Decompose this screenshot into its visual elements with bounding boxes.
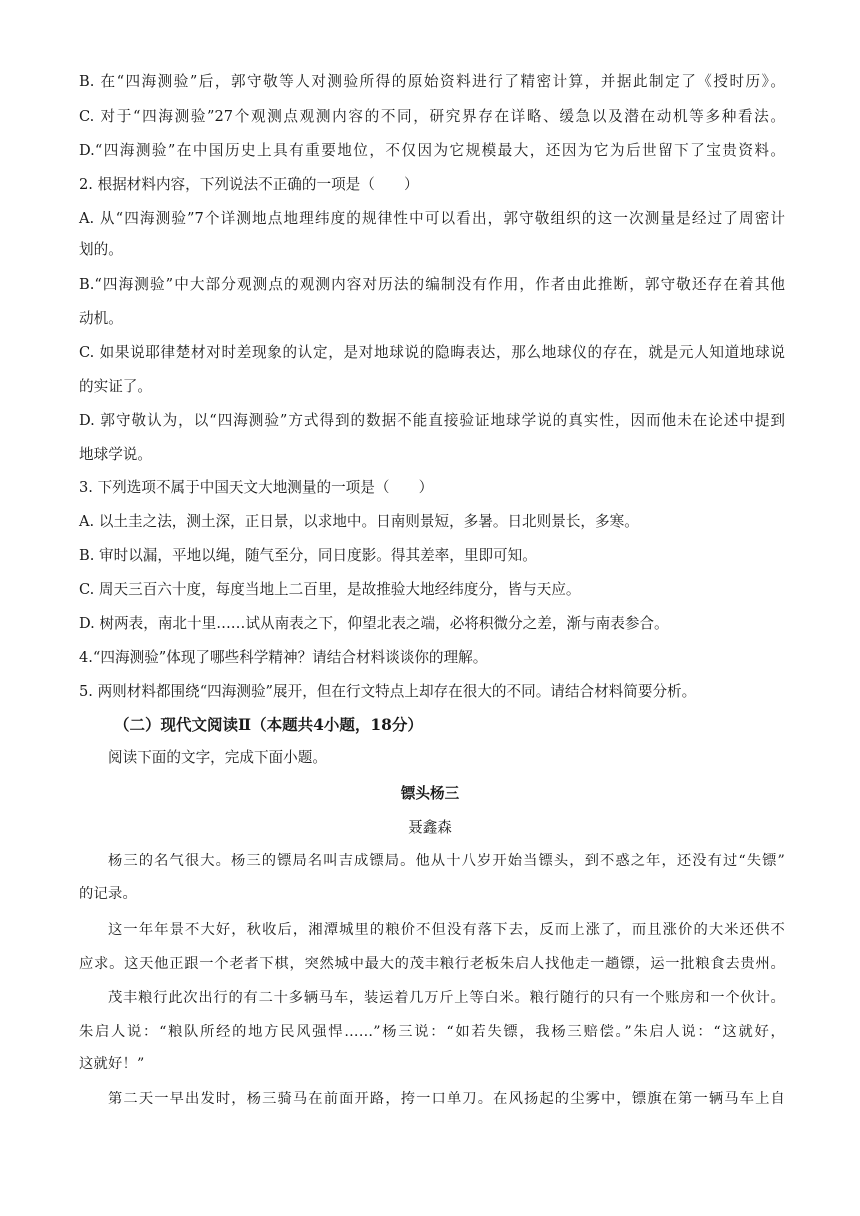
story-p2-line2: 应求。这天他正跟一个老者下棋，突然城中最大的茂丰粮行老板朱启人找他走一趟镖，运一批粮食去贵州。 <box>79 956 785 972</box>
reading-instruction: 阅读下面的文字，完成下面小题。 <box>108 749 327 766</box>
q1-option-d: D.“四海测验”在中国历史上具有重要地位，不仅因为它规模最大，还因为它为后世留下了宝贵资料。 <box>79 142 785 159</box>
q2-option-b-line2: 动机。 <box>79 310 123 327</box>
story-p1-line2: 的记录。 <box>79 886 137 902</box>
q5-question: 5. 两则材料都围绕“四海测验”展开，但在行文特点上却存在很大的不同。请结合材料简要分析。 <box>79 683 697 700</box>
section-heading: （二）现代文阅读Ⅱ（本题共4小题，18分） <box>114 715 423 734</box>
q3-option-a: A. 以土圭之法，测土深，正日景，以求地中。日南则景短，多暑。日北则景长，多寒。 <box>79 513 639 530</box>
q1-option-c: C. 对于“四海测验”27个观测点观测内容的不同，研究界存在详略、缓急以及潜在动机等多种看法。 <box>79 108 785 125</box>
story-title: 镖头杨三 <box>400 785 460 802</box>
story-p3-line2: 朱启人说：“粮队所经的地方民风强悍……”杨三说：“如若失镖，我杨三赔偿。”朱启人说：“这就好， <box>79 1024 785 1040</box>
q3-stem: 3. 下列选项不属于中国天文大地测量的一项是（ ） <box>79 479 434 496</box>
q2-option-d-line2: 地球学说。 <box>79 446 152 463</box>
story-p1-line1: 杨三的名气很大。杨三的镖局名叫吉成镖局。他从十八岁开始当镖头，到不惑之年，还没有过“失镖” <box>108 853 785 869</box>
q2-stem: 2. 根据材料内容，下列说法不正确的一项是（ ） <box>79 176 419 193</box>
q1-option-b: B. 在“四海测验”后，郭守敬等人对测验所得的原始资料进行了精密计算，并据此制定了《授时历》。 <box>79 73 785 90</box>
story-p2-line1: 这一年年景不大好，秋收后，湘潭城里的粮价不但没有落下去，反而上涨了，而且涨价的大米还供不 <box>108 922 785 938</box>
story-p3-line3: 这就好！” <box>79 1056 145 1072</box>
q2-option-d-line1: D. 郭守敬认为，以“四海测验”方式得到的数据不能直接验证地球学说的真实性，因而他未在论述中提到 <box>79 412 785 429</box>
story-p3-line1: 茂丰粮行此次出行的有二十多辆马车，装运着几万斤上等白米。粮行随行的只有一个账房和一个伙计。 <box>108 990 785 1006</box>
q3-option-d: D. 树两表，南北十里……试从南表之下，仰望北表之端，必将积微分之差，渐与南表参合。 <box>79 615 669 632</box>
q2-option-c-line2: 的实证了。 <box>79 378 152 395</box>
q4-question: 4.“四海测验”体现了哪些科学精神？请结合材料谈谈你的理解。 <box>79 649 488 666</box>
q2-option-c-line1: C. 如果说耶律楚材对时差现象的认定，是对地球说的隐晦表达，那么地球仪的存在，就是元人知道地球说 <box>79 344 785 361</box>
q2-option-b-line1: B.“四海测验”中大部分观测点的观测内容对历法的编制没有作用，作者由此推断，郭守敬还存在着其他 <box>79 276 785 293</box>
q2-option-a-line2: 划的。 <box>79 241 123 258</box>
q3-option-c: C. 周天三百六十度，每度当地上二百里，是故推验大地经纬度分，皆与天应。 <box>79 581 581 598</box>
q2-option-a-line1: A. 从“四海测验”7个详测地点地理纬度的规律性中可以看出，郭守敬组织的这一次测量是经过了周密计 <box>79 210 785 227</box>
story-p4-line1: 第二天一早出发时，杨三骑马在前面开路，挎一口单刀。在风扬起的尘雾中，镖旗在第一辆马车上自 <box>108 1091 785 1107</box>
q3-option-b: B. 审时以漏，平地以绳，随气至分，同日度影。得其差率，里即可知。 <box>79 547 537 564</box>
story-author: 聂鑫森 <box>408 819 452 836</box>
